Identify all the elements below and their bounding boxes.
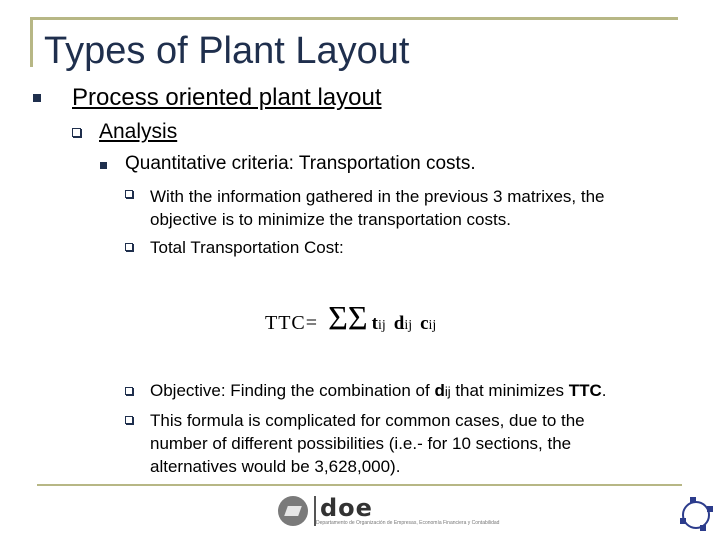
title-frame-left-line <box>30 17 33 67</box>
bullet-quantitative-criteria: Quantitative criteria: Transportation costs. <box>125 153 476 174</box>
sub-item-complex-line3: alternatives would be 3,628,000). <box>150 457 401 476</box>
bullet-analysis: Analysis <box>99 120 178 143</box>
title-frame-top-line <box>30 17 678 20</box>
formula-lhs: TTC= <box>265 312 319 334</box>
bullet-square-icon <box>100 162 107 169</box>
footer-rule <box>37 484 682 486</box>
bullet-hollow-square-icon <box>125 416 133 424</box>
doe-logo-emblem-icon <box>278 496 308 526</box>
bullet-hollow-square-icon <box>72 128 81 137</box>
bullet-square-icon <box>33 94 41 102</box>
formula-t: tij <box>371 313 386 334</box>
slide-title: Types of Plant Layout <box>44 30 410 72</box>
bullet-process-layout: Process oriented plant layout <box>72 84 382 111</box>
sub-item-total-cost: Total Transportation Cost: <box>150 238 344 257</box>
sub-item-complex-line1: This formula is complicated for common cases, due to the <box>150 411 585 430</box>
ttc-formula <box>265 300 436 338</box>
bullet-hollow-square-icon <box>125 243 133 251</box>
logo-text: doe <box>320 494 373 522</box>
bullet-hollow-square-icon <box>125 387 133 395</box>
sub-item-objective: Objective: Finding the combination of dij that minimizes TTC. <box>150 381 607 400</box>
logo-subtitle: Departamento de Organización de Empresas, Economía Financiera y Contabilidad <box>316 520 500 526</box>
doe-logo <box>278 494 518 530</box>
sub-item-information-line2: objective is to minimize the transportation costs. <box>150 210 511 229</box>
corner-decoration-icon <box>676 494 716 534</box>
formula-c: cij <box>420 313 437 334</box>
formula-d: dij <box>393 313 413 334</box>
formula-double-sum: ΣΣ <box>328 300 368 337</box>
bullet-hollow-square-icon <box>125 190 133 198</box>
sub-item-complex-line2: number of different possibilities (i.e.- for 10 sections, the <box>150 434 572 453</box>
sub-item-information-line1: With the information gathered in the previous 3 matrixes, the <box>150 187 605 206</box>
